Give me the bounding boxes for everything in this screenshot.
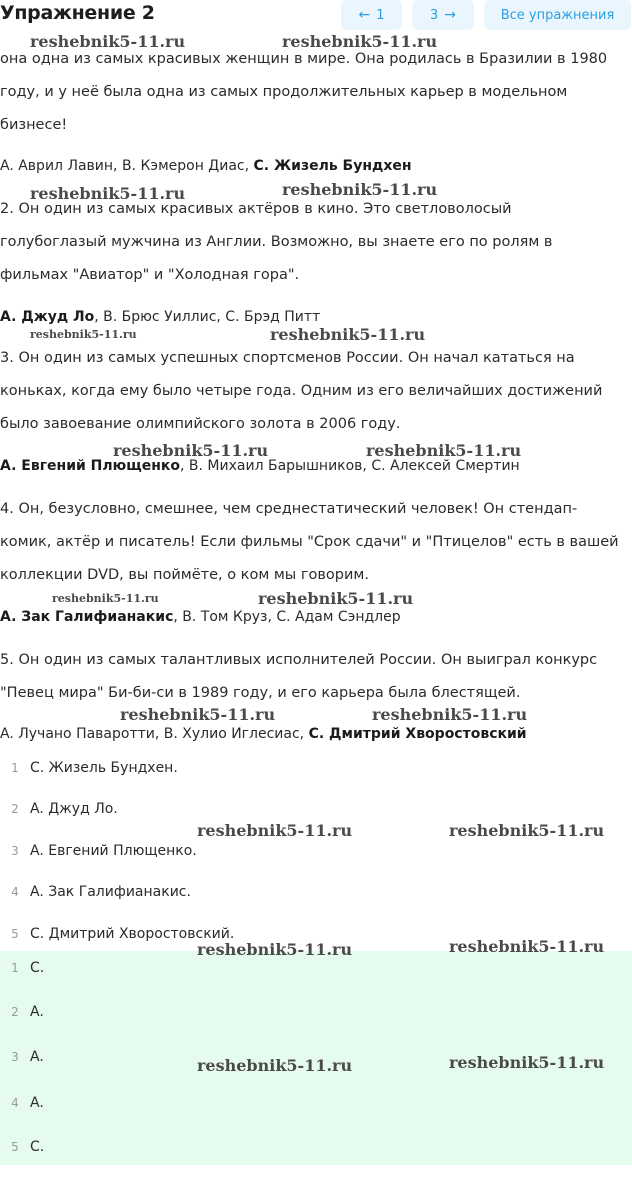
answer-text: A. xyxy=(30,1049,44,1065)
task-item-3-options xyxy=(0,458,520,474)
watermark: reshebnik5-11.ru xyxy=(282,32,438,51)
item-number: 1 xyxy=(11,961,19,975)
text-line: "Певец мира" Би-би-си в 1989 году, и его карьера была блестящей. xyxy=(0,685,521,701)
watermark: reshebnik5-11.ru xyxy=(449,821,605,840)
task-item-3-text xyxy=(0,342,632,441)
item-number: 2 xyxy=(11,802,19,816)
watermark: reshebnik5-11.ru xyxy=(197,821,353,840)
list-item xyxy=(0,872,191,912)
watermark: reshebnik5-11.ru xyxy=(372,705,528,724)
watermark: reshebnik5-11.ru xyxy=(52,592,159,605)
text-line: коллекции DVD, вы поймёте, о ком мы говорим. xyxy=(0,567,369,583)
item-number: 2 xyxy=(11,1005,19,1019)
answer-text: C. xyxy=(30,1139,45,1155)
watermark: reshebnik5-11.ru xyxy=(30,32,186,51)
task-item-2-text xyxy=(0,193,632,292)
options-text: A. Аврил Лавин, B. Кэмерон Диас, xyxy=(0,158,254,174)
prev-exercise-button[interactable] xyxy=(341,0,402,30)
correct-option: A. Евгений Плющенко xyxy=(0,458,181,474)
answer-text: A. xyxy=(30,1095,44,1111)
options-text: A. Лучано Паваротти, B. Хулио Иглесиас, xyxy=(0,726,309,742)
task-item-4-options xyxy=(0,609,401,625)
item-number: 4 xyxy=(11,1096,19,1110)
task-item-4-text xyxy=(0,493,632,592)
item-number: 1 xyxy=(11,761,19,775)
correct-option: C. Дмитрий Хворостовский xyxy=(308,726,527,742)
prev-exercise-label: 1 xyxy=(376,7,385,23)
task-item-5-options xyxy=(0,726,527,742)
header xyxy=(0,0,632,34)
watermark: reshebnik5-11.ru xyxy=(30,184,186,203)
text-line: голубоглазый мужчина из Англии. Возможно, вы знаете его по ролям в xyxy=(0,234,553,250)
all-exercises-label: Все упражнения xyxy=(500,7,615,23)
item-number: 5 xyxy=(11,927,19,941)
correct-option: A. Зак Галифианакис xyxy=(0,609,174,625)
watermark: reshebnik5-11.ru xyxy=(197,940,353,959)
watermark: reshebnik5-11.ru xyxy=(197,1056,353,1075)
text-line: она одна из самых красивых женщин в мире. Она родилась в Бразилии в 1980 xyxy=(0,51,608,67)
answer-text: A. Джуд Ло. xyxy=(30,801,118,817)
watermark: reshebnik5-11.ru xyxy=(366,441,522,460)
list-item xyxy=(0,748,178,788)
item-number: 3 xyxy=(11,1050,19,1064)
correct-option: C. Жизель Бундхен xyxy=(253,158,412,174)
task-item-1-options xyxy=(0,158,412,174)
watermark: reshebnik5-11.ru xyxy=(270,325,426,344)
answer-text: C. xyxy=(30,960,45,976)
text-line: году, и у неё была одна из самых продолжительных карьер в модельном xyxy=(0,84,568,100)
list-item xyxy=(0,992,44,1032)
task-item-2-options xyxy=(0,309,320,325)
task-item-5-text xyxy=(0,644,632,710)
watermark: reshebnik5-11.ru xyxy=(113,441,269,460)
list-item xyxy=(0,1037,44,1077)
list-item xyxy=(0,789,118,829)
watermark: reshebnik5-11.ru xyxy=(120,705,276,724)
watermark: reshebnik5-11.ru xyxy=(449,1053,605,1072)
text-line: коньках, когда ему было четыре года. Одним из его величайших достижений xyxy=(0,383,603,399)
text-line: комик, актёр и писатель! Если фильмы "Срок сдачи" и "Птицелов" есть в вашей xyxy=(0,534,619,550)
answer-text: A. Зак Галифианакис. xyxy=(30,884,191,900)
arrow-right-icon: → xyxy=(444,7,456,23)
list-item xyxy=(0,1127,44,1167)
text-line: 2. Он один из самых красивых актёров в кино. Это светловолосый xyxy=(0,201,512,217)
text-line: было завоевание олимпийского золота в 2006 году. xyxy=(0,416,401,432)
text-line: 3. Он один из самых успешных спортсменов России. Он начал кататься на xyxy=(0,350,575,366)
list-item xyxy=(0,1083,44,1123)
list-item xyxy=(0,948,44,988)
watermark: reshebnik5-11.ru xyxy=(258,589,414,608)
options-text: , B. Брюс Уиллис, C. Брэд Питт xyxy=(94,309,321,325)
list-item xyxy=(0,831,197,871)
page-title: Упражнение 2 xyxy=(0,2,155,24)
item-number: 4 xyxy=(11,885,19,899)
watermark: reshebnik5-11.ru xyxy=(30,328,137,341)
all-exercises-button[interactable] xyxy=(484,0,631,30)
item-number: 5 xyxy=(11,1140,19,1154)
text-line: бизнесе! xyxy=(0,117,68,133)
answer-text: C. Дмитрий Хворостовский. xyxy=(30,926,235,942)
next-exercise-button[interactable] xyxy=(412,0,474,30)
answer-text: A. xyxy=(30,1004,44,1020)
answer-text: C. Жизель Бундхен. xyxy=(30,760,178,776)
arrow-left-icon: ← xyxy=(358,7,371,23)
item-number: 3 xyxy=(11,844,19,858)
options-text: , B. Том Круз, C. Адам Сэндлер xyxy=(173,609,401,625)
options-text: , B. Михаил Барышников, C. Алексей Смертин xyxy=(180,458,520,474)
text-line: 4. Он, безусловно, смешнее, чем среднестатический человек! Он стендап- xyxy=(0,501,578,517)
answer-text: A. Евгений Плющенко. xyxy=(30,843,197,859)
text-line: фильмах "Авиатор" и "Холодная гора". xyxy=(0,267,300,283)
task-item-1-text xyxy=(0,43,632,142)
watermark: reshebnik5-11.ru xyxy=(282,180,438,199)
text-line: 5. Он один из самых талантливых исполнителей России. Он выиграл конкурс xyxy=(0,652,598,668)
next-exercise-label: 3 xyxy=(429,7,439,23)
watermark: reshebnik5-11.ru xyxy=(449,937,605,956)
correct-option: A. Джуд Ло xyxy=(0,309,95,325)
